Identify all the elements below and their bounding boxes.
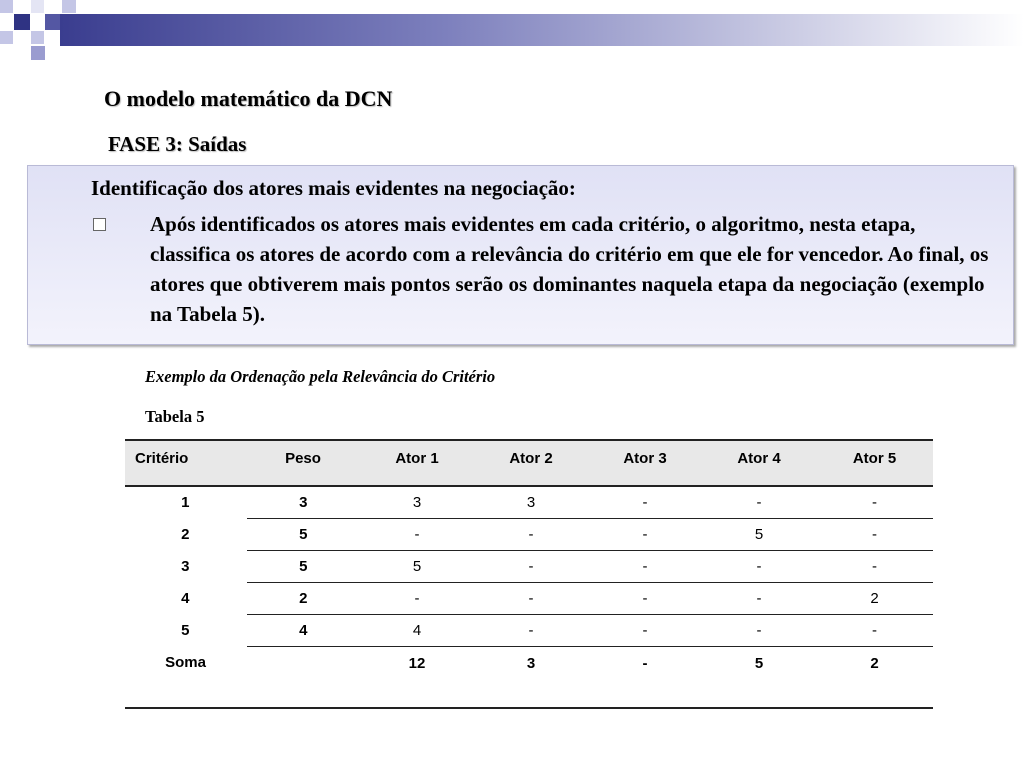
table-label: Tabela 5 <box>145 407 205 426</box>
bullet-text: Após identificados os atores mais evidentes em cada critério, o algoritmo, nesta etapa, classifica os atores de acordo com a relevância do critério em que ele for vencedor. Ao final, os atores que obtiverem mais pontos serão os dominantes naquela etapa da negociação (exemplo na Tabela 5). <box>150 212 989 326</box>
table-cell: 2 <box>816 583 933 615</box>
table-row <box>125 583 933 615</box>
column-header: Peso <box>246 440 360 486</box>
column-header: Critério <box>125 440 246 486</box>
table-cell: - <box>702 551 816 583</box>
content-box <box>27 165 1014 345</box>
deco-square <box>45 14 60 30</box>
table-cell: - <box>588 519 702 551</box>
slide-title: O modelo matemático da DCN <box>104 86 393 111</box>
table-cell: 2 <box>125 519 246 551</box>
table-cell: - <box>642 654 648 672</box>
table-cell <box>246 647 360 680</box>
deco-square <box>14 14 30 30</box>
table-cell: 2 <box>870 654 879 672</box>
table-cell: - <box>360 583 474 615</box>
table-row <box>125 551 933 583</box>
table-cell: - <box>474 519 588 551</box>
table-cell: 5 <box>754 654 764 672</box>
table-cell: - <box>588 551 702 583</box>
table-cell: - <box>588 615 702 647</box>
deco-square <box>0 0 13 13</box>
square-bullet-icon <box>93 218 106 231</box>
table-cell: - <box>816 615 933 647</box>
content-heading: Identificação dos atores mais evidentes na negociação: <box>91 176 576 200</box>
deco-square <box>62 0 76 13</box>
column-header: Ator 2 <box>474 440 588 486</box>
table-cell: 5 <box>125 615 246 647</box>
table-cell: - <box>588 486 702 519</box>
table-cell: 5 <box>246 519 360 551</box>
table-cell: - <box>702 583 816 615</box>
table-caption: Exemplo da Ordenação pela Relevância do Critério <box>145 367 496 386</box>
table-cell: - <box>360 519 474 551</box>
table-cell: 3 <box>360 486 474 519</box>
table-bottom-rule <box>125 679 933 708</box>
deco-square <box>0 31 13 44</box>
table-row <box>125 615 933 647</box>
table-cell: 12 <box>408 654 426 672</box>
column-header: Ator 1 <box>360 440 474 486</box>
deco-square <box>31 46 45 60</box>
slide-subtitle: FASE 3: Saídas <box>108 132 247 156</box>
table-cell: 3 <box>125 551 246 583</box>
header-gradient-bar <box>60 14 1024 46</box>
deco-square <box>31 31 44 44</box>
table-cell: - <box>816 551 933 583</box>
table-cell: 4 <box>246 615 360 647</box>
table-cell: 5 <box>246 551 360 583</box>
table-cell: 3 <box>526 654 536 672</box>
table-cell: 5 <box>360 551 474 583</box>
table-header-row <box>125 440 933 486</box>
table-cell: - <box>702 615 816 647</box>
column-header: Ator 4 <box>702 440 816 486</box>
table-cell: - <box>588 583 702 615</box>
table-cell: 4 <box>360 615 474 647</box>
table-cell: - <box>474 551 588 583</box>
table-cell: - <box>702 486 816 519</box>
data-table <box>125 439 933 709</box>
table-cell: 3 <box>246 486 360 519</box>
column-header: Ator 3 <box>588 440 702 486</box>
table-cell: 1 <box>125 486 246 519</box>
table-cell: - <box>474 615 588 647</box>
table-sum-row <box>125 647 933 680</box>
table-cell: 2 <box>246 583 360 615</box>
table-cell: 4 <box>125 583 246 615</box>
table-cell: - <box>816 519 933 551</box>
deco-square <box>31 0 44 13</box>
table-cell: 3 <box>474 486 588 519</box>
table-row <box>125 486 933 519</box>
table-cell: - <box>474 583 588 615</box>
table-cell: Soma <box>165 654 206 672</box>
table-row <box>125 519 933 551</box>
table-cell: - <box>816 486 933 519</box>
table-cell: 5 <box>702 519 816 551</box>
column-header: Ator 5 <box>816 440 933 486</box>
